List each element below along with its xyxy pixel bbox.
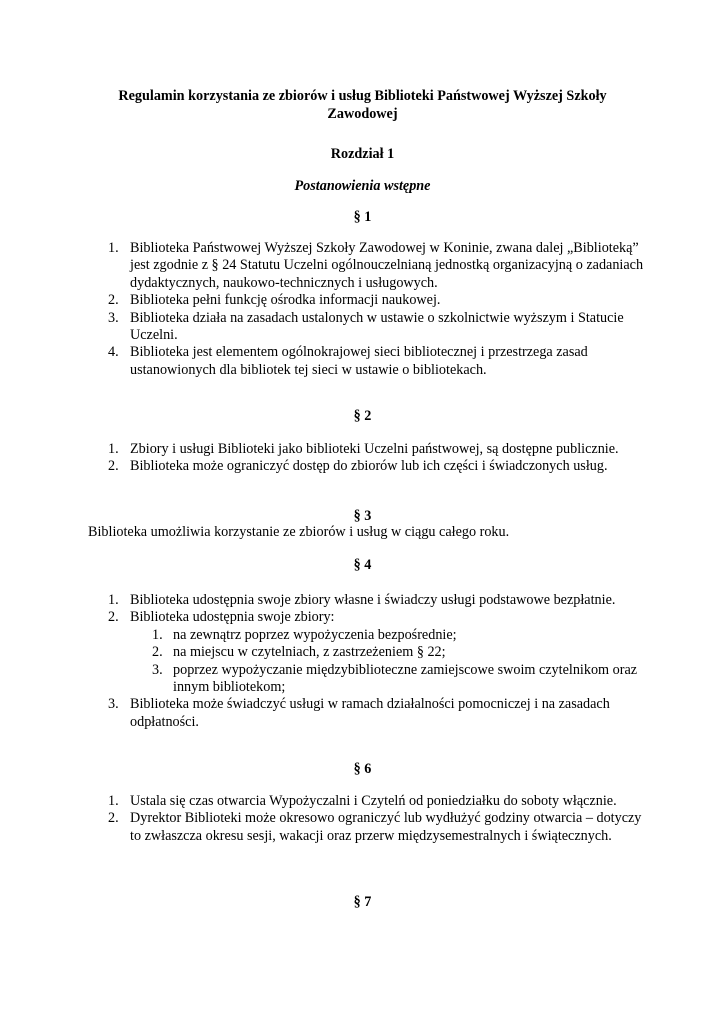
list-item: [0, 310, 645, 345]
section-2-list: [0, 441, 725, 476]
section-heading-7: § 7: [353, 894, 372, 910]
list-item: [0, 810, 645, 845]
list-item-text: Zbiory i usługi Biblioteki jako biblioteki Uczelni państwowej, są dostępne publicznie.: [130, 441, 619, 457]
list-item-number: 2.: [108, 458, 119, 475]
list-item-text: Ustala się czas otwarcia Wypożyczalni i Czytelń od poniedziałku do soboty włącznie.: [130, 793, 617, 809]
chapter-heading: Rozdział 1: [330, 146, 395, 162]
list-item-text: Biblioteka może świadczyć usługi w ramach działalności pomocniczej i na zasadach odpłatności.: [130, 696, 610, 730]
list-item-text: Biblioteka Państwowej Wyższej Szkoły Zawodowej w Koninie, zwana dalej „Biblioteką” jest zgodnie z § 24 Statutu Uczelni ogólnouczelnianą jednostką organizacyjną o zadaniach dydaktycznych, naukowo-technicznych i usługowych.: [130, 240, 644, 291]
list-item-number: 3.: [108, 309, 119, 326]
section-heading-2: § 2: [353, 408, 372, 424]
sub-list-item-text: poprzez wypożyczanie międzybiblioteczne zamiejscowe swoim czytelnikom oraz innym bibliotekom;: [173, 661, 638, 696]
list-item-number: 2.: [108, 292, 119, 309]
list-item-text: Biblioteka udostępnia swoje zbiory:: [130, 609, 335, 626]
sub-list-item: [0, 644, 653, 661]
list-item-number: 1.: [108, 441, 119, 457]
section-6-list: [0, 793, 725, 845]
list-item: [0, 344, 645, 379]
section-heading-4: § 4: [353, 557, 372, 573]
sub-list-item-text: na miejscu w czytelniach, z zastrzeżeniem § 22;: [173, 644, 446, 661]
section-heading-3: § 3: [353, 508, 372, 524]
section-heading-1: § 1: [353, 209, 372, 225]
list-item: [0, 441, 645, 458]
chapter-subtitle: Postanowienia wstępne: [294, 178, 431, 194]
list-item-text: Biblioteka może ograniczyć dostęp do zbiorów lub ich części i świadczonych usług.: [130, 458, 608, 475]
sub-list-item: [0, 627, 653, 644]
document-title: Regulamin korzystania ze zbiorów i usług Biblioteki Państwowej Wyższej Szkoły Zawodowej: [118, 88, 607, 122]
section-heading-6: § 6: [353, 761, 372, 777]
list-item-text: Biblioteka pełni funkcję ośrodka informacji naukowej.: [130, 292, 441, 309]
sub-list-item-number: 3.: [152, 661, 163, 678]
section-3-paragraph: Biblioteka umożliwia korzystanie ze zbiorów i usług w ciągu całego roku.: [88, 524, 510, 540]
sub-list-item-number: 2.: [152, 644, 163, 661]
list-item-text: Biblioteka jest elementem ogólnokrajowej sieci bibliotecznej i przestrzega zasad ustanowionych dla bibliotek tej sieci w ustawie o bibliotekach.: [130, 344, 588, 378]
list-item-number: 1.: [108, 793, 119, 809]
sub-list-item-text: na zewnątrz poprzez wypożyczenia bezpośrednie;: [173, 626, 457, 643]
sub-list-item-number: 1.: [152, 626, 163, 643]
list-item-number: 3.: [108, 696, 119, 713]
sub-list-item: [0, 662, 653, 697]
list-item-text: Biblioteka działa na zasadach ustalonych w ustawie o szkolnictwie wyższym i Statucie Uczelni.: [130, 309, 624, 344]
section-1-list: [0, 240, 725, 379]
list-item: [0, 609, 645, 626]
section-4-list: [0, 592, 725, 731]
list-item-text: Dyrektor Biblioteki może okresowo ograniczyć lub wydłużyć godziny otwarcia – dotyczy to zwłaszcza okresu sesji, wakacji oraz przerw międzysemestralnych i świątecznych.: [130, 810, 642, 844]
list-item: [0, 696, 645, 731]
list-item-number: 1.: [108, 240, 119, 256]
list-item: [0, 292, 645, 309]
list-item-number: 2.: [108, 609, 119, 626]
list-item: [0, 793, 645, 810]
list-item-text: Biblioteka udostępnia swoje zbiory własne i świadczy usługi podstawowe bezpłatnie.: [130, 592, 616, 608]
list-item: [0, 592, 645, 609]
list-item-number: 1.: [108, 592, 119, 608]
list-item: [0, 240, 645, 292]
list-item-number: 2.: [108, 810, 119, 827]
list-item: [0, 458, 645, 475]
list-item-number: 4.: [108, 344, 119, 361]
